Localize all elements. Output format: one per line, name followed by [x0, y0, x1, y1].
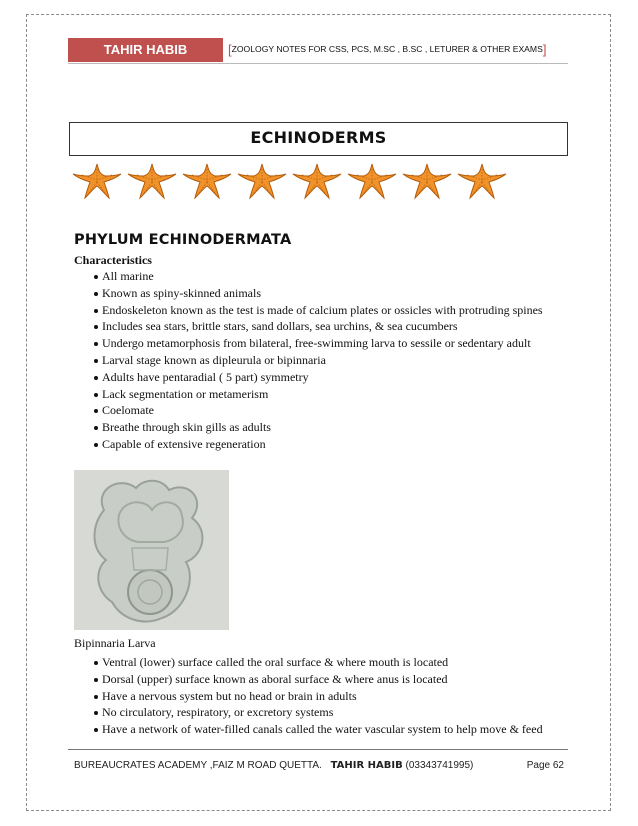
list-item: Adults have pentaradial ( 5 part) symmetry [74, 369, 574, 386]
header-divider [68, 63, 568, 64]
list-item: All marine [74, 268, 574, 285]
starfish-icon [73, 164, 121, 198]
page-title: ECHINODERMS [69, 122, 568, 156]
list-item: Coelomate [74, 402, 574, 419]
list-item: Breathe through skin gills as adults [74, 419, 574, 436]
header-subtitle-text: ZOOLOGY NOTES FOR CSS, PCS, M.SC , B.SC , LETURER & OTHER EXAMS [231, 44, 543, 54]
footer-academy: BUREAUCRATES ACADEMY ,FAIZ M ROAD QUETTA. [74, 760, 322, 771]
starfish-icon [238, 164, 286, 198]
header-author-name: TAHIR HABIB [68, 38, 223, 62]
bipinnaria-larva-image [74, 470, 229, 630]
footer-author-name: TAHIR HABIB [330, 760, 403, 771]
list-item: Endoskeleton known as the test is made of calcium plates or ossicles with protruding spines [74, 302, 574, 319]
image-caption: Bipinnaria Larva [74, 636, 156, 650]
list-item: Known as spiny-skinned animals [74, 285, 574, 302]
header-subtitle [228, 42, 546, 57]
header-bracket-open: [ [228, 42, 232, 57]
list-item: Have a network of water-filled canals called the water vascular system to help move & feed [74, 721, 564, 738]
list-item: Undergo metamorphosis from bilateral, free-swimming larva to sessile or sedentary adult [74, 335, 574, 352]
characteristics-list [74, 268, 574, 453]
page-footer [74, 760, 564, 771]
list-item: Lack segmentation or metamerism [74, 386, 574, 403]
starfish-icon [183, 164, 231, 198]
header-bracket-close: ] [542, 42, 547, 57]
starfish-row [72, 160, 512, 200]
starfish-icon [403, 164, 451, 198]
page-number: Page 62 [526, 760, 564, 771]
list-item: Ventral (lower) surface called the oral surface & where mouth is located [74, 654, 564, 671]
list-item: Larval stage known as dipleurula or bipinnaria [74, 352, 574, 369]
list-item: No circulatory, respiratory, or excretory systems [74, 704, 564, 721]
starfish-icon [293, 164, 341, 198]
footer-divider [68, 749, 568, 750]
list-item: Dorsal (upper) surface known as aboral surface & where anus is located [74, 671, 564, 688]
larva-points-list [74, 654, 564, 738]
footer-phone: (03343741995) [405, 760, 474, 771]
list-item: Includes sea stars, brittle stars, sand dollars, sea urchins, & sea cucumbers [74, 318, 574, 335]
list-item: Have a nervous system but no head or brain in adults [74, 688, 564, 705]
starfish-icon [348, 164, 396, 198]
characteristics-heading: Characteristics [74, 253, 152, 267]
section-heading: PHYLUM ECHINODERMATA [74, 232, 292, 248]
list-item: Capable of extensive regeneration [74, 436, 574, 453]
starfish-icon [128, 164, 176, 198]
starfish-icon [458, 164, 506, 198]
